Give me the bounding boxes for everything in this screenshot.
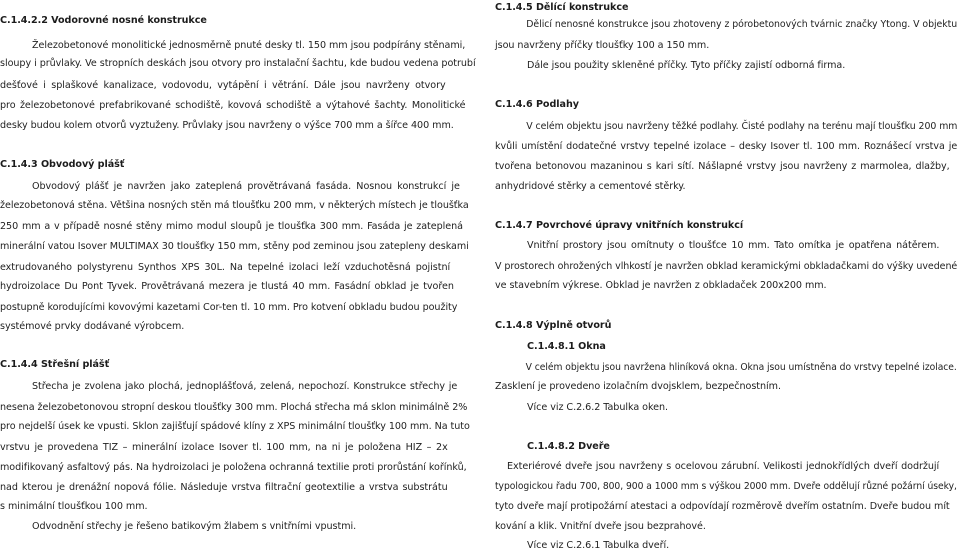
- paragraph-line: Více viz C.2.6.1 Tabulka dveří.: [527, 540, 670, 551]
- section-heading-facade: [0, 159, 124, 171]
- paragraph-line: extrudovaného polystyrenu Synthos XPS 30L. Na tepelné izolaci leží vzduchotěsná pojistní: [0, 262, 451, 273]
- paragraph-line: modifikovaný asfaltový pás. Na hydroizolaci je položena ochranná textilie proti prorůstání kořínků,: [0, 462, 467, 473]
- paragraph-line: Dělicí nenosné konstrukce jsou zhotoveny z pórobetonových tvárnic značky Ytong. V objektu: [526, 19, 958, 30]
- section-heading-openings: C.1.4.8 Výplně otvorů: [495, 320, 612, 331]
- paragraph-line: Exteriérové dveře jsou navrženy s ocelovou zárubní. Velikosti jednokřídlých dveří dodržují: [507, 461, 940, 472]
- paragraph-line: s minimální tloušťkou 100 mm.: [0, 501, 148, 512]
- paragraph-line: systémové prvky dodávané výrobcem.: [0, 321, 185, 332]
- paragraph-line: hydroizolace Du Pont Tyvek. Provětrávaná mezera je tlustá 40 mm. Fasádní obklad je tvořen: [0, 281, 454, 292]
- paragraph-line: Odvodnění střechy je řešeno batikovým žlabem s vnitřními vpustmi.: [32, 521, 357, 532]
- paragraph-line: ve stavebním výkrese. Obklad je navržen z obkladaček 200x200 mm.: [495, 280, 827, 291]
- paragraph-line: Železobetonové monolitické jednosměrně pnuté desky tl. 150 mm jsou podpírány stěnami,: [32, 40, 466, 51]
- paragraph-line: typologickou řadu 700, 800, 900 a 1000 mm s výškou 2000 mm. Dveře oddělují různé požární úseky,: [495, 481, 957, 492]
- paragraph-line: vrstvu je provedena TIZ – minerální izolace Isover tl. 100 mm, na ni je položena HIZ – 2x: [0, 442, 448, 453]
- paragraph-line: kování a klik. Vnitřní dveře jsou bezprahové.: [495, 521, 706, 532]
- section-heading-roof: C.1.4.4 Střešní plášť: [0, 359, 110, 370]
- paragraph-line: pro železobetonové prefabrikované schodiště, kovová schodiště a výtahové šachty. Monolitické: [0, 100, 466, 111]
- paragraph-line: anhydridové stěrky a cementové stěrky.: [495, 181, 686, 192]
- paragraph-line: Více viz C.2.6.2 Tabulka oken.: [527, 402, 669, 413]
- paragraph-line: železobetonová stěna. Většina nosných stěn má tloušťku 200 mm, v některých místech je tloušťka: [0, 200, 469, 211]
- section-heading-floors: C.1.4.6 Podlahy: [495, 99, 579, 110]
- paragraph-line: minerální vatou Isover MULTIMAX 30 tloušťky 150 mm, stěny pod zeminou jsou zatepleny deskami: [0, 241, 469, 252]
- paragraph-line: tvořena betonovou mazaninou s kari sítí. Nášlapné vrstvy jsou navrženy z marmolea, dlažby,: [495, 161, 950, 172]
- paragraph-line: nad kterou je drenážní nopová fólie. Následuje vrstva filtrační geotextilie a vrstva substrátu: [0, 482, 448, 493]
- paragraph-line: sloupy i průvlaky. Ve stropních deskách jsou otvory pro instalační šachtu, kde budou vedena potrubí: [0, 58, 476, 69]
- paragraph-line: Střecha je zvolena jako plochá, jednoplášťová, zelená, nepochozí. Konstrukce střechy je: [32, 381, 458, 392]
- paragraph-line: V celém objektu jsou navržena hliníková okna. Okna jsou umístněna do vrstvy tepelné izolace.: [525, 362, 957, 373]
- subsection-heading-windows: C.1.4.8.1 Okna: [527, 341, 606, 352]
- paragraph-line: V celém objektu jsou navrženy těžké podlahy. Čisté podlahy na terénu mají tloušťku 200 mm: [526, 121, 958, 132]
- subsection-heading-doors: C.1.4.8.2 Dveře: [527, 441, 610, 452]
- paragraph-line: dešťové i splaškové kanalizace, vodovodu, vytápění i větrání. Dále jsou navrženy otvory: [0, 80, 446, 91]
- paragraph-line: nesena železobetonovou stropní deskou tloušťky 300 mm. Plochá střecha má sklon minimálně 2%: [0, 402, 468, 413]
- paragraph-line: tyto dveře mají protipožární atestaci a odpovídají rozměrově dveřím ostatním. Dveře budou mít: [495, 501, 950, 512]
- paragraph-line: postupně korodujícími kovovými kazetami Cor-ten tl. 10 mm. Pro kotvení obkladu budou použity: [0, 302, 458, 313]
- paragraph-line: jsou navrženy příčky tloušťky 100 a 150 mm.: [495, 40, 710, 51]
- section-heading-horizontal-structures: C.1.4.2.2 Vodorovné nosné konstrukce: [0, 15, 207, 26]
- paragraph-line: V prostorech ohrožených vlhkostí je navržen obklad keramickými obkladačkami do výšky uvedené: [495, 261, 958, 272]
- section-heading-facade-text: C.1.4.3 Obvodový plášť: [0, 159, 125, 170]
- paragraph-line: Zasklení je provedeno izolačním dvojsklem, bezpečnostním.: [495, 381, 781, 392]
- paragraph-line: Dále jsou použity skleněné příčky. Tyto příčky zajistí odborná firma.: [527, 60, 846, 71]
- paragraph-line: Obvodový plášť je navržen jako zateplená provětrávaná fasáda. Nosnou konstrukcí je: [32, 181, 460, 192]
- paragraph-line: Vnitřní prostory jsou omítnuty o tloušťce 10 mm. Tato omítka je opatřena nátěrem.: [527, 240, 940, 251]
- paragraph-line: pro nejdelší úsek ke vpusti. Sklon zajišťují spádové klíny z XPS minimální tloušťky 100 mm. Na tuto: [0, 421, 470, 432]
- section-heading-partitions: C.1.4.5 Dělící konstrukce: [495, 2, 629, 13]
- paragraph-line: desky budou kolem otvorů vyztuženy. Průvlaky jsou navrženy o výšce 700 mm a šířce 400 mm.: [0, 120, 454, 131]
- paragraph-line: kvůli umístění dodatečné vrstvy tepelné izolace – desky Isover tl. 100 mm. Roznášecí vrstva je: [495, 141, 958, 152]
- section-heading-surface-finishes: C.1.4.7 Povrchové úpravy vnitřních konstrukcí: [495, 220, 744, 231]
- paragraph-line: 250 mm a v případě nosné stěny mimo modul sloupů je tloušťka 300 mm. Fasáda je zateplená: [0, 221, 463, 232]
